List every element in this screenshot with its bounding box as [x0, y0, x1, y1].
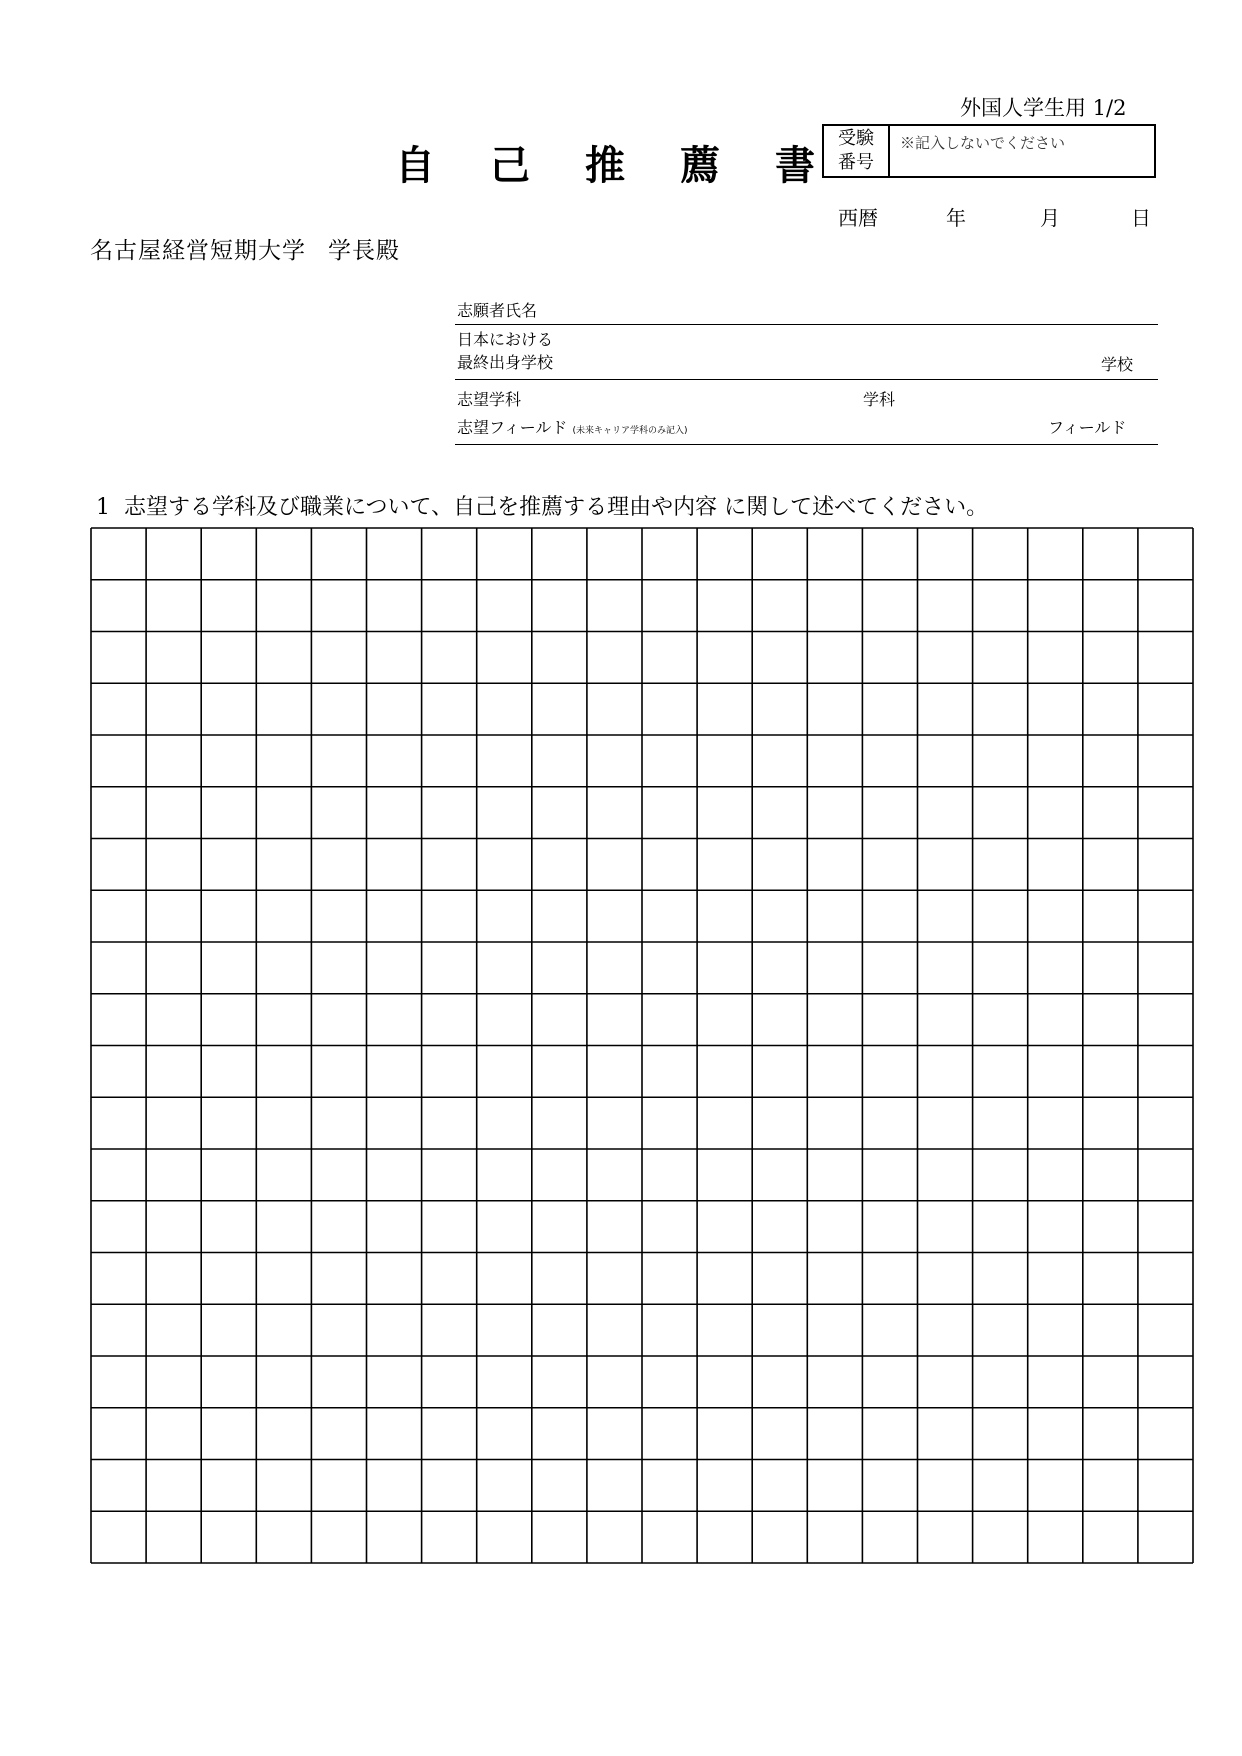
document-title	[395, 142, 815, 190]
department-field-block[interactable]	[455, 379, 1158, 445]
department-label: 志望学科	[457, 390, 522, 409]
final-school-label-line2: 最終出身学校	[457, 353, 554, 372]
answer-grid[interactable]	[90, 527, 1194, 1564]
question-text: 志望する学科及び職業について、自己を推薦する理由や内容 に関して述べてください。	[124, 495, 989, 520]
date-row	[838, 202, 1151, 230]
field-note: (未来キャリア学科のみ記入)	[572, 426, 688, 436]
title-char: 薦	[680, 143, 720, 189]
addressee-title: 学長殿	[328, 238, 400, 264]
exam-number-label: 受験 番号	[824, 126, 890, 176]
question-number: 1	[96, 495, 110, 520]
exam-number-box	[822, 124, 1156, 178]
exam-number-note: ※記入しないでください	[900, 134, 1066, 152]
date-year-label: 年	[946, 206, 966, 230]
title-char: 推	[585, 143, 625, 189]
final-school-label-line1: 日本における	[457, 330, 554, 349]
field-label: 志望フィールド	[457, 418, 568, 437]
exam-number-field[interactable]	[890, 126, 1065, 176]
title-char: 自	[395, 143, 435, 189]
final-school-field[interactable]	[455, 324, 1158, 380]
question-1	[96, 490, 988, 521]
page-label: 外国人学生用 1/2	[960, 96, 1127, 120]
date-month-label: 月	[1040, 206, 1060, 230]
applicant-name-label: 志願者氏名	[457, 301, 538, 320]
applicant-name-field[interactable]	[455, 296, 1158, 325]
addressee	[90, 232, 400, 265]
date-day-label: 日	[1131, 206, 1151, 230]
school-suffix: 学校	[1101, 355, 1134, 374]
answer-grid-lines[interactable]	[90, 527, 1194, 1564]
addressee-school: 名古屋経営短期大学	[90, 238, 306, 264]
department-suffix: 学科	[863, 390, 896, 409]
title-char: 己	[490, 143, 530, 189]
title-char: 書	[775, 143, 815, 189]
date-era-label: 西暦	[838, 206, 878, 230]
field-suffix: フィールド	[1048, 418, 1127, 437]
